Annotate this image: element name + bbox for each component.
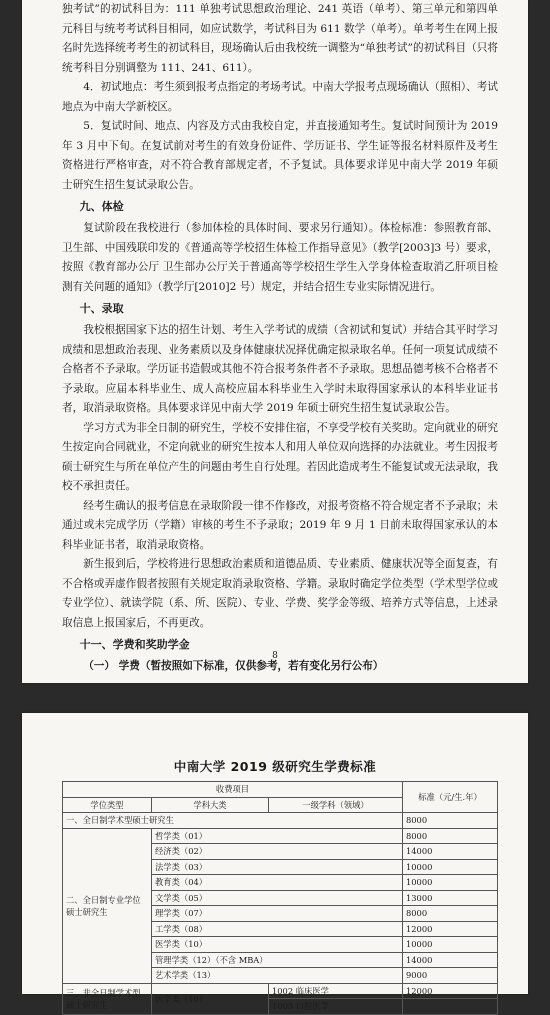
row-category: 教育类（04） (152, 875, 403, 891)
row-category: 法学类（03） (152, 859, 403, 875)
row-fee: 12000 (403, 921, 498, 937)
paragraph-exam-location: 4．初试地点：考生须到报考点指定的考场考试。中南大学报考点现场确认（照相）、考试地点为中南大学新校区。 (62, 81, 498, 113)
paragraph-admission-3: 经考生确认的报考信息在录取阶段一律不作修改，对报考资格不符合规定者不予录取；未通过或未完成学历（学籍）审核的考生不予录取；2019 年 9 月 1 日前未取得国家承认的本科毕业证书者，取消录取资格。 (62, 499, 498, 551)
heading-physical-exam: 九、体检 (79, 200, 124, 213)
row-category: 管理学类（12）（不含 MBA） (152, 952, 403, 968)
row-category: 经济类（02） (152, 844, 403, 860)
paragraph-admission-2: 学习方式为非全日制的研究生，学校不安排住宿，不享受学校有关奖助。定向就业的研究生按定向合同就业，不定向就业的研究生按本人和用人单位双向选择的办法就业。考生因报考硕士研究生与所在单位产生的问题由考生自行处理。若因此造成考生不能复试或无法录取，我校不承担责任。 (62, 421, 498, 492)
row-category: 文学类（05） (152, 890, 403, 906)
paragraph-tuition: （一） 学费（暂按照如下标准，仅供参考，若有变化另行公布） (83, 660, 384, 672)
row-discipline: 1003 口腔医学 (269, 999, 403, 1015)
row-fee: 10000 (403, 859, 498, 875)
row-category: 艺术学类（13） (152, 968, 403, 984)
header-fee-item: 收费项目 (63, 782, 403, 798)
document-page-tuition-table (22, 713, 528, 1012)
row-fee: 8000 (403, 906, 498, 922)
row-fee (403, 999, 498, 1015)
row-fee: 8000 (403, 813, 498, 829)
row-fee: 8000 (403, 828, 498, 844)
tuition-table (62, 781, 498, 1015)
row-fee: 14000 (403, 844, 498, 860)
row-category: 理学类（07） (152, 906, 403, 922)
heading-admission: 十、录取 (79, 302, 124, 315)
row-category: 医学类（10） (152, 983, 269, 1014)
row-category: 工学类（08） (152, 921, 403, 937)
row-label: 一、全日制学术型硕士研究生 (63, 813, 403, 829)
paragraph-retest: 5．复试时间、地点、内容及方式由我校自定，并直接通知考生。复试时间预计为 2019 年 3 月中下旬。在复试前对考生的有效身份证件、学历证书、学生证等报名材料原件及考生资格进行严格审查，对不符合教育部规定者，不予复试。具体要求详见中南大学 2019 年硕士研究生招生复试录取公告。 (62, 120, 498, 191)
table-header-row (63, 782, 498, 798)
paragraph-admission-1: 我校根据国家下达的招生计划、考生入学考试的成绩（含初试和复试）并结合其平时学习成绩和思想政治表现、业务素质以及身体健康状况择优确定拟录取名单。任何一项复试成绩不合格者不予录取。学历证书造假或其他不符合报考条件者不予录取。思想品德考核不合格者不予录取。应届本科毕业生、成人高校应届本科毕业生入学时未取得国家承认的本科毕业证书者，取消录取资格。具体要求详见中南大学 2019 年硕士研究生招生复试录取公告。 (62, 324, 498, 414)
heading-tuition: 十一、学费和奖助学金 (79, 638, 190, 651)
page-number: 8 (272, 651, 278, 661)
table-row (63, 813, 498, 829)
row-category: 医学类（10） (152, 937, 403, 953)
row-category: 哲学类（01） (152, 828, 403, 844)
row-fee: 14000 (403, 952, 498, 968)
group-label: 三、非全日制学术型硕士研究生 (63, 983, 152, 1014)
col-discipline: 一级学科（领域） (269, 797, 403, 813)
paragraph-exam-subjects: 独考试”的初试科目为：111 单独考试思想政治理论、241 英语（单考）、第三单元和第四单元科目与统考考试科目相同，如应试数学，考试科目为 611 数学（单考）。单考考生在网上报名时先选择统考考生的初试科目，现场确认后由我校统一调整为“单独考试”的初试科目（只将统考科目分别调整为 111、241、611）。 (62, 3, 498, 74)
row-fee: 13000 (403, 890, 498, 906)
col-category: 学科大类 (152, 797, 269, 813)
paragraph-physical-exam: 复试阶段在我校进行（参加体检的具体时间、要求另行通知）。体检标准：参照教育部、卫生部、中国残联印发的《普通高等学校招生体检工作指导意见》（教学[2003]3 号）要求，按照《教育部办公厅 卫生部办公厅关于普通高等学校招生学生入学身体检查取消乙肝项目检测有关问题的通知》（教学厅[2010]2 号）规定，并结合招生专业实际情况进行。 (62, 222, 498, 293)
group-label: 二、全日制专业学位硕士研究生 (63, 828, 152, 983)
row-fee: 9000 (403, 968, 498, 984)
table-row (63, 983, 498, 999)
col-degree-type: 学位类型 (63, 797, 152, 813)
table-row (63, 828, 498, 844)
header-standard: 标准（元/生.年） (403, 782, 498, 813)
table-title: 中南大学 2019 级研究生学费标准 (173, 759, 377, 774)
row-discipline: 1002 临床医学 (269, 983, 403, 999)
document-page-8 (22, 0, 528, 683)
row-fee: 10000 (403, 937, 498, 953)
row-fee: 10000 (403, 875, 498, 891)
row-fee: 12000 (403, 983, 498, 999)
paragraph-admission-4: 新生报到后，学校将进行思想政治素质和道德品质、专业素质、健康状况等全面复查，有不合格或弄虚作假者按照有关规定取消录取资格、学籍。录取时确定学位类型（学术型学位或专业学位）、就读学院（系、所、医院）、专业、学费、奖学金等级、培养方式等信息，上述录取信息上报国家后，不再更改。 (62, 558, 498, 629)
